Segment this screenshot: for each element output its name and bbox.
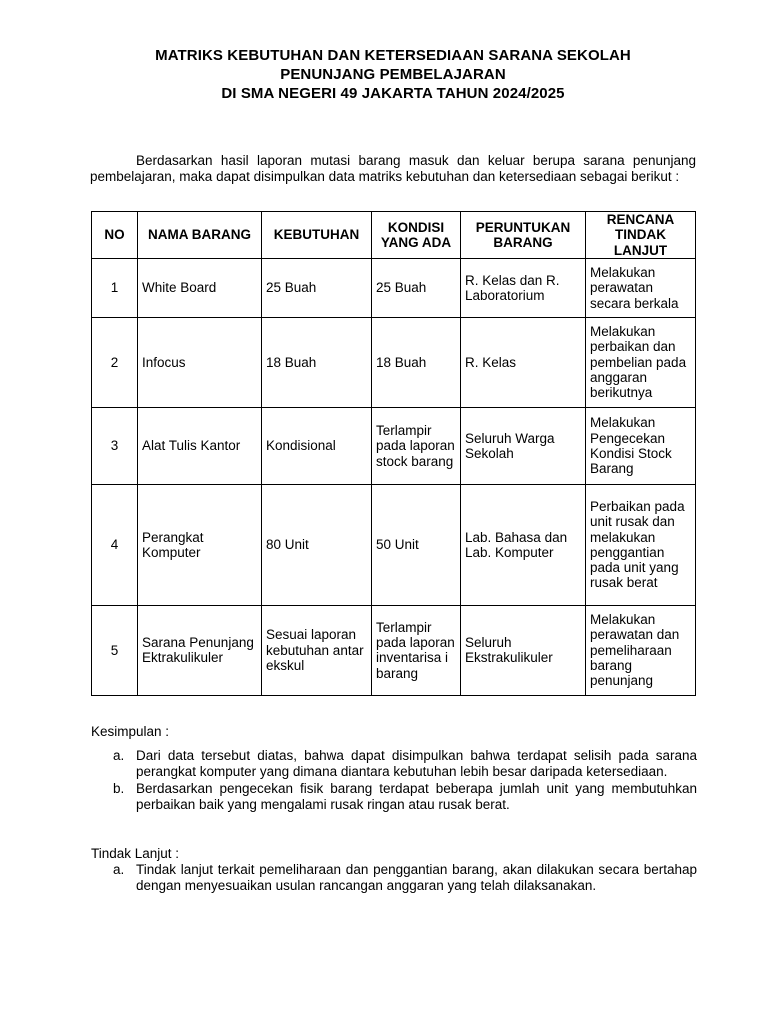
cell-kondisi: 18 Buah	[372, 317, 461, 407]
table-row	[92, 484, 696, 605]
list-item	[91, 862, 697, 894]
cell-rencana: Perbaikan pada unit rusak dan melakukan penggantian pada unit yang rusak berat	[586, 484, 696, 605]
cell-nama-barang: Infocus	[138, 317, 262, 407]
cell-kondisi: Terlampir pada laporan stock barang	[372, 407, 461, 484]
cell-nama-barang: Perangkat Komputer	[138, 484, 262, 605]
intro-text: Berdasarkan hasil laporan mutasi barang masuk dan keluar berupa sarana penunjang pembelajaran, maka dapat disimpulkan data matriks kebutuhan dan ketersediaan sebagai berikut :	[90, 153, 696, 184]
table-row	[92, 258, 696, 317]
cell-no: 4	[92, 484, 138, 605]
cell-peruntukan: Seluruh Warga Sekolah	[461, 407, 586, 484]
cell-kondisi: Terlampir pada laporan inventarisa i barang	[372, 605, 461, 695]
title-line-1: MATRIKS KEBUTUHAN DAN KETERSEDIAAN SARANA SEKOLAH	[155, 47, 631, 64]
list-marker: a.	[113, 862, 125, 877]
cell-kebutuhan: Sesuai laporan kebutuhan antar ekskul	[262, 605, 372, 695]
table-row	[92, 407, 696, 484]
title-line-3: DI SMA NEGERI 49 JAKARTA TAHUN 2024/2025	[221, 85, 565, 102]
cell-peruntukan: R. Kelas	[461, 317, 586, 407]
table-row	[92, 605, 696, 695]
intro-paragraph	[90, 153, 696, 185]
header-nama-barang: NAMA BARANG	[138, 212, 262, 259]
cell-rencana: Melakukan perbaikan dan pembelian pada anggaran berikutnya	[586, 317, 696, 407]
cell-no: 1	[92, 258, 138, 317]
cell-no: 2	[92, 317, 138, 407]
kesimpulan-list	[91, 748, 697, 814]
kesimpulan-label: Kesimpulan :	[91, 724, 170, 739]
header-kebutuhan: KEBUTUHAN	[262, 212, 372, 259]
cell-rencana: Melakukan perawatan dan pemeliharaan barang penunjang	[586, 605, 696, 695]
cell-nama-barang: White Board	[138, 258, 262, 317]
cell-kebutuhan: 80 Unit	[262, 484, 372, 605]
cell-kebutuhan: 18 Buah	[262, 317, 372, 407]
cell-peruntukan: Lab. Bahasa dan Lab. Komputer	[461, 484, 586, 605]
header-no: NO	[92, 212, 138, 259]
tindak-lanjut-list	[91, 862, 697, 895]
list-item-text: Berdasarkan pengecekan fisik barang terdapat beberapa jumlah unit yang membutuhkan perbaikan baik yang mengalami rusak ringan atau rusak berat.	[136, 781, 697, 812]
list-item-text: Tindak lanjut terkait pemeliharaan dan penggantian barang, akan dilakukan secara bertahap dengan menyesuaikan usulan rancangan anggaran yang telah dilaksanakan.	[136, 862, 697, 893]
header-rencana: RENCANA TINDAK LANJUT	[586, 212, 696, 259]
document-title	[60, 46, 726, 103]
list-item-text: Dari data tersebut diatas, bahwa dapat disimpulkan bahwa terdapat selisih pada sarana perangkat komputer yang dimana diantara kebutuhan lebih besar daripada ketersediaan.	[136, 748, 697, 779]
cell-nama-barang: Sarana Penunjang Ektrakulikuler	[138, 605, 262, 695]
cell-no: 3	[92, 407, 138, 484]
header-kondisi: KONDISI YANG ADA	[372, 212, 461, 259]
cell-rencana: Melakukan Pengecekan Kondisi Stock Barang	[586, 407, 696, 484]
header-peruntukan: PERUNTUKAN BARANG	[461, 212, 586, 259]
list-item	[91, 781, 697, 813]
cell-kondisi: 25 Buah	[372, 258, 461, 317]
tindak-lanjut-label: Tindak Lanjut :	[91, 846, 180, 861]
cell-kondisi: 50 Unit	[372, 484, 461, 605]
table-row	[92, 317, 696, 407]
list-marker: b.	[113, 781, 125, 796]
cell-kebutuhan: 25 Buah	[262, 258, 372, 317]
cell-peruntukan: R. Kelas dan R. Laboratorium	[461, 258, 586, 317]
title-line-2: PENUNJANG PEMBELAJARAN	[280, 66, 506, 83]
cell-peruntukan: Seluruh Ekstrakulikuler	[461, 605, 586, 695]
list-item	[91, 748, 697, 780]
cell-kebutuhan: Kondisional	[262, 407, 372, 484]
list-marker: a.	[113, 748, 125, 763]
matrix-table	[91, 211, 696, 696]
cell-rencana: Melakukan perawatan secara berkala	[586, 258, 696, 317]
cell-no: 5	[92, 605, 138, 695]
table-header-row	[92, 212, 696, 259]
cell-nama-barang: Alat Tulis Kantor	[138, 407, 262, 484]
